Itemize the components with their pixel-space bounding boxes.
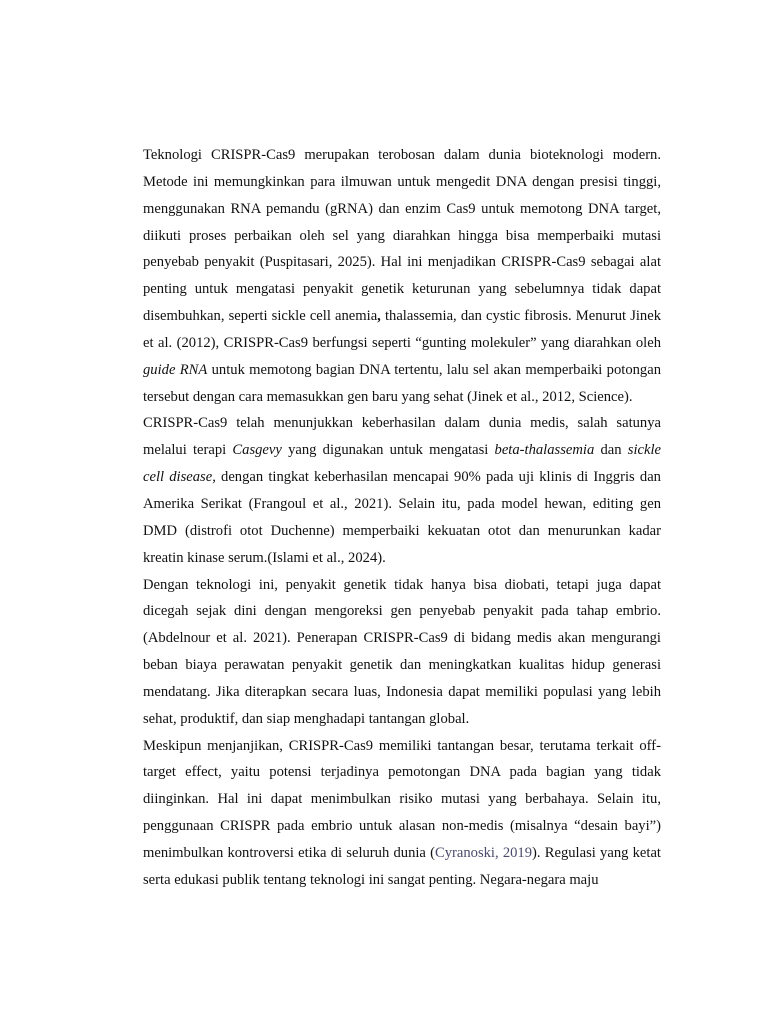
text-segment: Teknologi CRISPR-Cas9 merupakan terobosan dalam dunia bioteknologi modern. Metode ini memungkinkan para ilmuwan untuk mengedit DNA dengan presisi tinggi, menggunakan RNA pemandu (gRNA) dan enzim Cas9 untuk memotong DNA target, diikuti proses perbaikan oleh sel yang diarahkan hingga bisa memperbaiki mutasi penyebab penyakit (Puspitasari, 2025). Hal ini menjadikan CRISPR-Cas9 sebagai alat penting untuk mengatasi penyakit genetik keturunan yang sebelumnya tidak dapat disembuhkan, seperti sickle cell anemia	[143, 147, 661, 325]
text-segment-italic: beta-thalassemia	[494, 442, 595, 459]
text-segment-italic: sickle cell disease	[143, 442, 661, 486]
paragraph-crispr-intro	[143, 142, 661, 410]
paragraph-medical-success	[143, 410, 661, 571]
text-segment: Dengan teknologi ini, penyakit genetik tidak hanya bisa diobati, tetapi juga dapat dicegah sejak dini dengan mengoreksi gen penyebab penyakit pada tahap embrio. (Abdelnour et al. 2021). Penerapan CRISPR-Cas9 di bidang medis akan mengurangi beban biaya perawatan penyakit genetik dan meningkatkan kualitas hidup generasi mendatang. Jika diterapkan secara luas, Indonesia dapat memiliki populasi yang lebih sehat, produktif, dan siap menghadapi tantangan global.	[143, 576, 661, 727]
text-segment: untuk memotong bagian DNA tertentu, lalu sel akan memperbaiki potongan tersebut dengan cara memasukkan gen baru yang sehat (Jinek et al., 2012, Science).	[143, 361, 661, 405]
paragraph-prevention	[143, 572, 661, 733]
text-segment: ). Regulasi yang ketat serta edukasi publik tentang teknologi ini sangat penting. Negara-negara maju	[143, 844, 661, 888]
text-segment: Meskipun menjanjikan, CRISPR-Cas9 memiliki tantangan besar, terutama terkait off-target effect, yaitu potensi terjadinya pemotongan DNA pada bagian yang tidak diinginkan. Hal ini dapat menimbulkan risiko mutasi yang berbahaya. Selain itu, penggunaan CRISPR pada embrio untuk alasan non-medis (misalnya “desain bayi”) menimbulkan kontroversi etika di seluruh dunia (	[143, 737, 661, 861]
document-page	[143, 142, 661, 894]
text-segment-bold: ,	[377, 308, 381, 325]
text-segment: yang digunakan untuk mengatasi	[281, 442, 495, 459]
text-segment: thalassemia, dan cystic fibrosis. Menurut Jinek et al. (2012), CRISPR-Cas9 berfungsi seperti “gunting molekuler” yang diarahkan oleh	[143, 308, 661, 351]
text-segment: CRISPR-Cas9 telah menunjukkan keberhasilan dalam dunia medis, salah satunya melalui terapi	[143, 415, 661, 459]
paragraph-challenges	[143, 733, 661, 894]
text-segment-italic: Casgevy	[232, 442, 282, 459]
text-segment: , dengan tingkat keberhasilan mencapai 90% pada uji klinis di Inggris dan Amerika Serikat (Frangoul et al., 2021). Selain itu, pada model hewan, editing gen DMD (distrofi otot Duchenne) memperbaiki kekuatan otot dan menurunkan kadar kreatin kinase serum.(Islami et al., 2024).	[143, 469, 661, 566]
text-segment: dan	[594, 442, 628, 459]
text-segment-italic: guide RNA	[143, 361, 208, 378]
citation-link[interactable]: Cyranoski, 2019	[434, 844, 533, 861]
